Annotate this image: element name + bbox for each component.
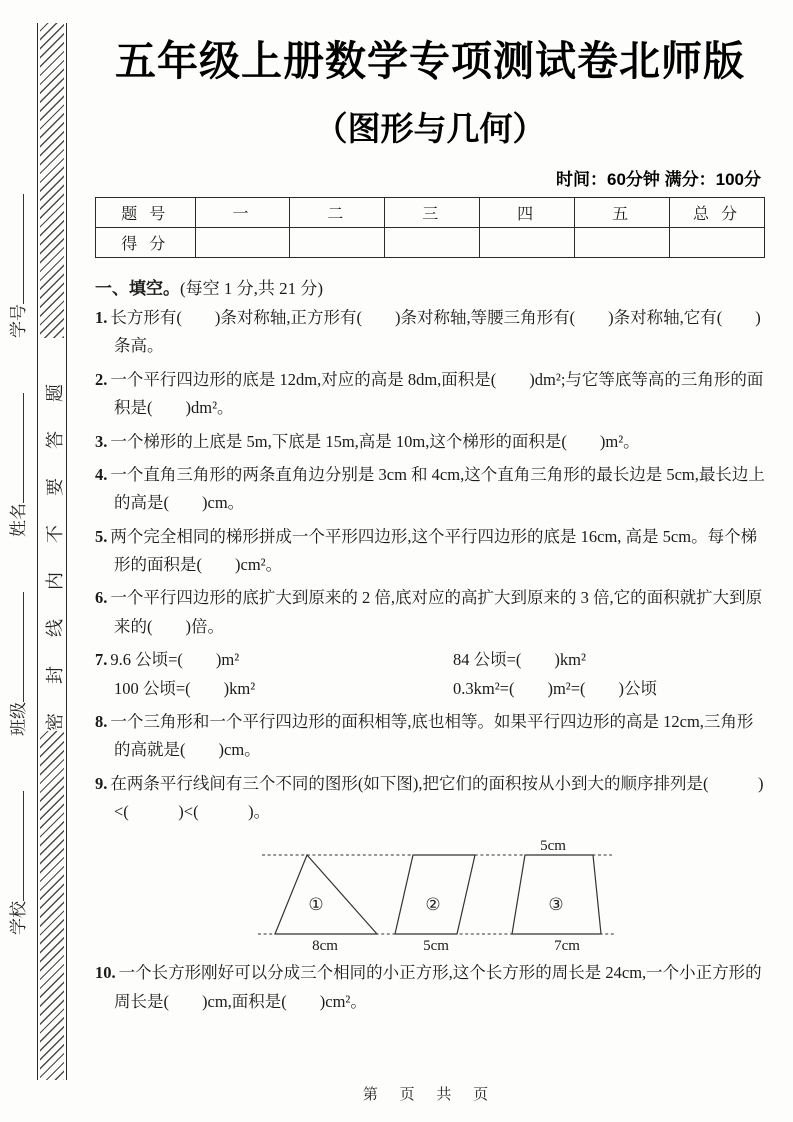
section-heading-note: (每空 1 分,共 21 分) [180, 279, 324, 298]
question-list [95, 304, 765, 1016]
triangle-base-measure: 8cm [312, 938, 338, 955]
question-text: 一个平行四边形的底是 12dm,对应的高是 8dm,面积是( )dm²;与它等底等高的三角形的面积是( )dm²。 [110, 369, 764, 418]
score-table-header-row [96, 198, 765, 228]
shape-2-label: ② [425, 895, 441, 915]
question-text: 一个直角三角形的两条直角边分别是 3cm 和 4cm,这个直角三角形的最长边是 5cm,最长边上的高是( )cm。 [110, 464, 765, 513]
geometry-figure [240, 836, 660, 954]
score-table [95, 197, 765, 258]
score-table-empty-cell [385, 228, 480, 258]
score-table-cell: 一 [195, 198, 290, 228]
parallelogram-base-measure: 5cm [423, 938, 449, 955]
shape-3-label: ③ [548, 895, 564, 915]
conversion-item: 84 公顷=( )km² [453, 650, 586, 670]
section-heading-label: 一、填空。 [95, 279, 180, 298]
question-number: 8. [95, 711, 108, 731]
score-table-cell: 三 [385, 198, 480, 228]
question-item [95, 708, 765, 765]
question-text: 一个梯形的上底是 5m,下底是 15m,高是 10m,这个梯形的面积是( )m²。 [110, 431, 640, 451]
question-item [95, 428, 765, 456]
question-number: 7. [95, 650, 108, 670]
score-table-empty-cell [290, 228, 385, 258]
question-text: 两个完全相同的梯形拼成一个平形四边形,这个平行四边形的底是 16cm, 高是 5cm。每个梯形的面积是( )cm²。 [110, 526, 758, 574]
score-table-cell: 题 号 [96, 198, 196, 228]
page-title: 五年级上册数学专项测试卷北师版 [115, 38, 745, 84]
name-field-label: 姓名 [9, 503, 28, 537]
parallel-lines-shapes-diagram [240, 836, 660, 954]
question-number: 3. [95, 431, 108, 451]
exam-meta: 时间：60分钟 满分：100分 [556, 170, 761, 189]
conversion-item [95, 646, 453, 674]
seal-hatch-top [40, 23, 64, 338]
student-info-labels [4, 120, 34, 935]
class-field-label: 班级 [9, 702, 28, 736]
trapezoid-base-measure: 7cm [554, 938, 580, 955]
trapezoid-top-measure: 5cm [540, 838, 566, 855]
question-text: 一个长方形刚好可以分成三个相同的小正方形,这个长方形的周长是 24cm,一个小正方形的周长是( )cm,面积是( )cm²。 [114, 963, 762, 1011]
score-table-empty-cell [575, 228, 670, 258]
question-item [95, 646, 765, 703]
question-text: 一个平行四边形的底扩大到原来的 2 倍,底对应的高扩大到原来的 3 倍,它的面积就扩大到原来的( )倍。 [110, 588, 763, 636]
question-item [95, 770, 765, 827]
question-item [95, 584, 765, 641]
score-table-cell: 五 [575, 198, 670, 228]
conversion-item: 100 公顷=( )km² [114, 678, 256, 698]
question-item [95, 959, 765, 1016]
question-number: 1. [95, 308, 108, 327]
shape-1-label: ① [308, 895, 324, 915]
score-table-cell: 总 分 [670, 198, 765, 228]
question-text: 长方形有( )条对称轴,正方形有( )条对称轴,等腰三角形有( )条对称轴,它有( )条高。 [110, 308, 761, 356]
main-content [95, 0, 765, 1016]
question-item [95, 461, 765, 518]
question-7-row-2 [95, 675, 765, 703]
footer-page-number: 第 页 共 页 [362, 1087, 498, 1103]
score-table-cell: 二 [290, 198, 385, 228]
seal-line-text: 密封线内不要答题 [45, 355, 65, 731]
student-id-field-label: 学号 [9, 304, 28, 338]
question-number: 5. [95, 526, 108, 546]
score-table-empty-cell [195, 228, 290, 258]
question-number: 2. [95, 369, 108, 389]
question-text: 一个三角形和一个平行四边形的面积相等,底也相等。如果平行四边形的高是 12cm,三角形的高就是( )cm。 [110, 711, 754, 760]
question-item [95, 304, 765, 361]
conversion-item: 0.3km²=( )m²=( )公顷 [453, 678, 658, 698]
question-item [95, 523, 765, 580]
question-item [95, 366, 765, 423]
question-7-row-1 [95, 646, 765, 674]
score-table-empty-cell [670, 228, 765, 258]
score-table-cell: 四 [480, 198, 575, 228]
question-number: 10. [95, 963, 116, 983]
school-fill-line [5, 791, 24, 901]
school-field-label: 学校 [9, 901, 28, 935]
section-heading [95, 274, 765, 299]
student-id-fill-line [5, 194, 24, 304]
score-table-empty-cell [480, 228, 575, 258]
page-subtitle: （图形与几何） [314, 110, 546, 147]
seal-hatch-bottom [40, 731, 64, 1080]
question-number: 4. [95, 464, 108, 484]
question-text: 9.6 公顷=( )m² [110, 650, 240, 670]
seal-line-strip [37, 23, 67, 1080]
question-text: 在两条平行线间有三个不同的图形(如下图),把它们的面积按从小到大的顺序排列是( )<( )<( )。 [110, 773, 764, 821]
score-table-score-row [96, 228, 765, 258]
question-number: 6. [95, 588, 108, 608]
class-fill-line [5, 592, 24, 702]
triangle-shape [275, 855, 377, 934]
name-fill-line [5, 393, 24, 503]
question-number: 9. [95, 773, 108, 793]
score-table-cell: 得 分 [96, 228, 196, 258]
